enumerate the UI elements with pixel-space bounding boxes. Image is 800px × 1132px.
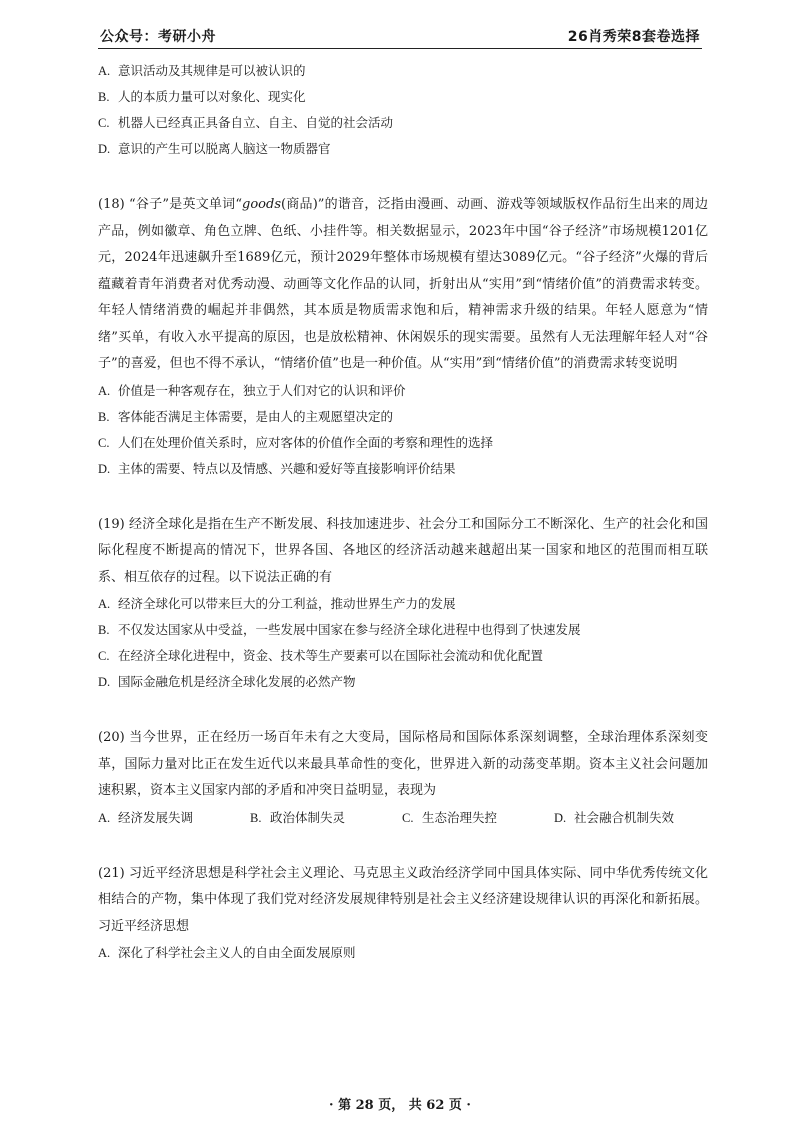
q17-options — [98, 58, 708, 162]
option-d: D. 国际金融危机是经济全球化发展的必然产物 — [98, 674, 356, 689]
question-21 — [98, 861, 708, 967]
option-a: A. 经济全球化可以带来巨大的分工利益，推动世界生产力的发展 — [98, 596, 456, 611]
option-d: D. 主体的需要、特点以及情感、兴趣和爱好等直接影响评价结果 — [98, 460, 456, 476]
header-right-text: 26肖秀荣8套卷选择 — [567, 29, 700, 45]
option-c: C. 人们在处理价值关系时，应对客体的价值作全面的考察和理性的选择 — [98, 434, 494, 450]
option-c: C. 机器人已经真正具备自立、自主、自觉的社会活动 — [98, 115, 394, 130]
question-stem: (20) 当今世界，正在经历一场百年未有之大变局，国际格局和国际体系深刻调整，全球治理体系深刻变革，国际力量对比正在发生近代以来最具革命性的变化，世界进入新的动荡变革期。资本主义社会问题加速积累，资本主义国家内部的矛盾和冲突日益明显，表现为 — [98, 730, 708, 798]
option-a: A. 意识活动及其规律是可以被认识的 — [98, 63, 306, 78]
page-number: · 第 28 页， 共 62 页 · — [329, 1098, 471, 1113]
option-a: A. 经济发展失调 — [98, 809, 194, 825]
option-c: C. 在经济全球化进程中，资金、技术等生产要素可以在国际社会流动和优化配置 — [98, 648, 544, 663]
options-row — [98, 805, 708, 831]
option-b: B. 人的本质力量可以对象化、现实化 — [98, 89, 306, 104]
option-b: B. 客体能否满足主体需要，是由人的主观愿望决定的 — [98, 408, 394, 424]
page-header — [98, 26, 702, 49]
option-c: C. 生态治理失控 — [402, 809, 498, 825]
option-b: B. 政治体制失灵 — [250, 809, 346, 825]
option-a: A. 价值是一种客观存在，独立于人们对它的认识和评价 — [98, 382, 406, 398]
question-stem: (18) “谷子”是英文单词“goods(商品)”的谐音，泛指由漫画、动画、游戏等领域版权作品衍生出来的周边产品，例如徽章、角色立牌、色纸、小挂件等。相关数据显示，2023年中国“谷子经济”市场规模1201亿元，2024年迅速飙升至1689亿元，预计2029年整体市场规模有望达3089亿元。“谷子经济”火爆的背后蕴藏着青年消费者对优秀动漫、动画等文化作品的认同，折射出从“实用”到“情绪价值”的消费需求转变。年轻人情绪消费的崛起并非偶然，其本质是物质需求饱和后，精神需求升级的结果。年轻人愿意为“情绪”买单，有收入水平提高的原因，也是放松精神、休闲娱乐的现实需要。虽然有人无法理解年轻人对“谷子”的喜爱，但也不得不承认，“情绪价值”也是一种价值。从“实用”到“情绪价值”的消费需求转变说明 — [98, 197, 708, 371]
option-d: D. 社会融合机制失效 — [554, 809, 675, 825]
question-18 — [98, 192, 708, 482]
question-20 — [98, 725, 708, 831]
option-d: D. 意识的产生可以脱离人脑这一物质器官 — [98, 141, 331, 156]
header-left-text: 公众号：考研小舟 — [100, 29, 216, 45]
page-content — [98, 58, 708, 966]
question-stem: (21) 习近平经济思想是科学社会主义理论、马克思主义政治经济学同中国具体实际、同中华优秀传统文化相结合的产物，集中体现了我们党对经济发展规律特别是社会主义经济建设规律认识的再深化和新拓展。习近平经济思想 — [98, 865, 708, 934]
question-19 — [98, 512, 708, 696]
option-a: A. 深化了科学社会主义人的自由全面发展原则 — [98, 945, 356, 960]
option-b: B. 不仅发达国家从中受益，一些发展中国家在参与经济全球化进程中也得到了快速发展 — [98, 622, 581, 637]
question-stem: (19) 经济全球化是指在生产不断发展、科技加速进步、社会分工和国际分工不断深化、生产的社会化和国际化程度不断提高的情况下，世界各国、各地区的经济活动越来越超出某一国家和地区的范围而相互联系、相互依存的过程。以下说法正确的有 — [98, 516, 708, 585]
